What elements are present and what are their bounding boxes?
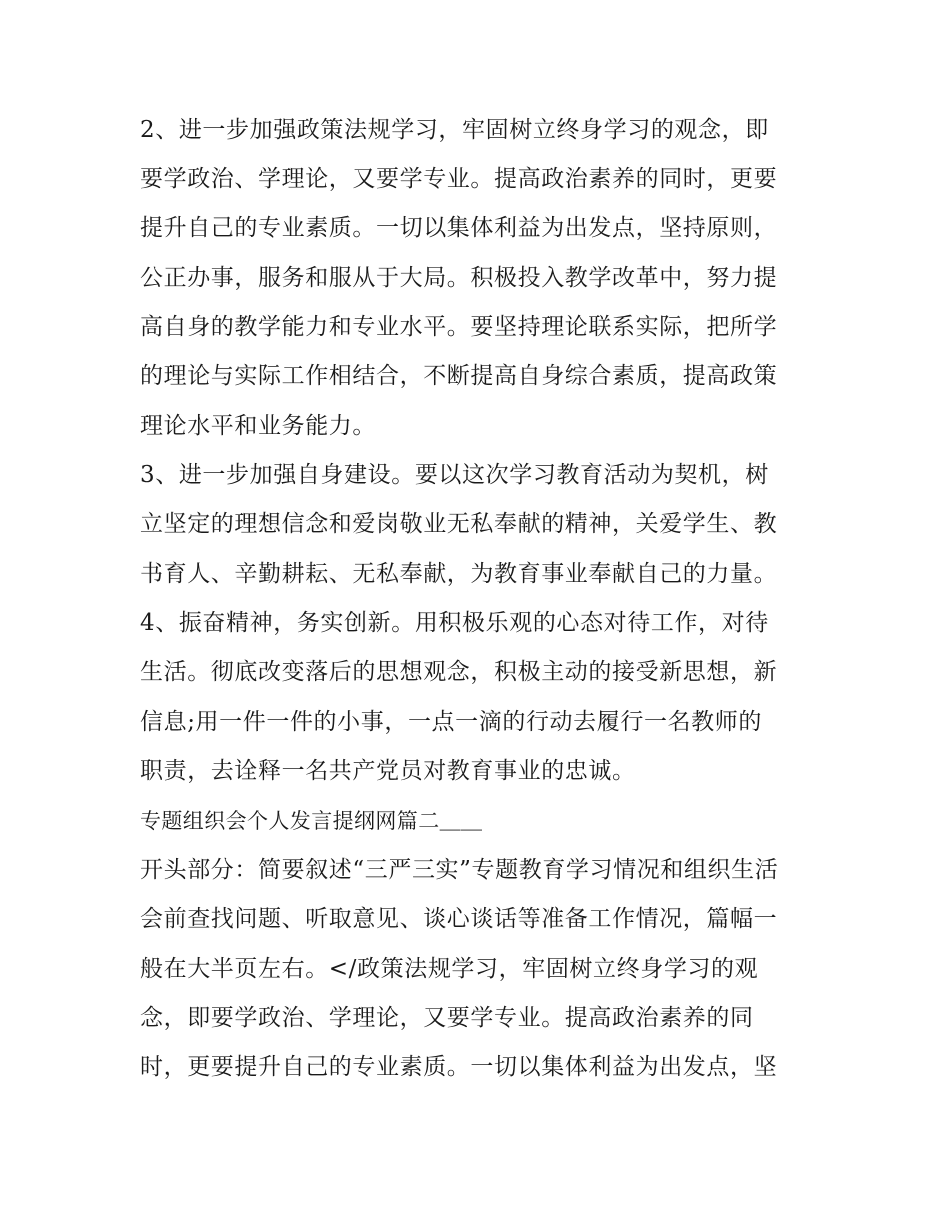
paragraph-line: 要学政治、学理论，又要学专业。提高政治素养的同时，更要	[140, 166, 778, 192]
paragraph-line: 生活。彻底改变落后的思想观念，积极主动的接受新思想，新	[140, 659, 778, 685]
paragraph-line: 的理论与实际工作相结合，不断提高自身综合素质，提高政策	[140, 363, 778, 389]
paragraph-line: 书育人、辛勤耕耘、无私奉献，为教育事业奉献自己的力量。	[140, 561, 778, 587]
paragraph-line: 公正办事，服务和服从于大局。积极投入教学改革中，努力提	[140, 265, 778, 291]
paragraph-line: 提升自己的专业素质。一切以集体利益为出发点，坚持原则，	[140, 215, 778, 241]
paragraph-line: 般在大半页左右。</政策法规学习，牢固树立终身学习的观	[140, 956, 759, 982]
paragraph-line: 立坚定的理想信念和爱岗敬业无私奉献的精神，关爱学生、教	[140, 511, 778, 537]
section-heading: 专题组织会个人发言提纲网篇二＿＿	[140, 809, 483, 833]
paragraph-line: 2、进一步加强政策法规学习，牢固树立终身学习的观念，即	[140, 117, 769, 143]
paragraph-line: 4、振奋精神，务实创新。用积极乐观的心态对待工作，对待	[140, 610, 769, 636]
paragraph-line: 念，即要学政治、学理论，又要学专业。提高政治素养的同	[140, 1005, 754, 1031]
paragraph-line: 时，更要提升自己的专业素质。一切以集体利益为出发点，坚	[140, 1054, 778, 1080]
paragraph-line: 开头部分：简要叙述“三严三实”专题教育学习情况和组织生活	[140, 857, 779, 883]
paragraph-line: 高自身的教学能力和专业水平。要坚持理论联系实际，把所学	[140, 314, 778, 340]
paragraph-line: 3、进一步加强自身建设。要以这次学习教育活动为契机，树	[140, 462, 769, 488]
paragraph-line: 会前查找问题、听取意见、谈心谈话等准备工作情况，篇幅一	[140, 906, 778, 932]
paragraph-line: 信息;用一件一件的小事，一点一滴的行动去履行一名教师的	[140, 709, 762, 735]
paragraph-line: 理论水平和业务能力。	[140, 413, 376, 439]
paragraph-line: 职责，去诠释一名共产党员对教育事业的忠诚。	[140, 758, 636, 784]
